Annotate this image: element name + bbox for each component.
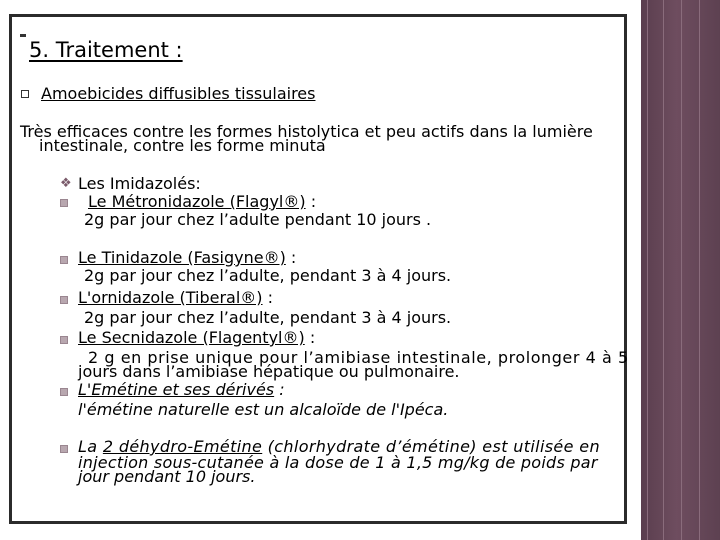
drug-dosage: injection sous-cutanée à la dose de 1 à 1,5 mg/kg de poids par [78, 453, 598, 472]
drug-item-metronidazole [88, 192, 316, 211]
drug-name: L'ornidazole (Tiberal®) [78, 288, 263, 307]
drug-name: 2 déhydro-Emétine [102, 437, 263, 456]
square-bullet-icon [60, 388, 68, 396]
drug-dosage-continued: jour pendant 10 jours. [78, 467, 256, 486]
drug-dosage: 2g par jour chez l’adulte pendant 10 jours . [84, 210, 432, 229]
intro-line-1: Très efficaces contre les formes histolytica et peu actifs dans la lumière [20, 122, 593, 141]
drug-item-ornidazole [78, 288, 273, 307]
title-dash [20, 34, 26, 37]
drug-suffix: : [262, 288, 274, 307]
square-bullet-icon [60, 256, 68, 264]
drug-suffix: : [305, 192, 317, 211]
section-subtitle: Amoebicides diffusibles tissulaires [41, 84, 316, 103]
drug-name: L'Emétine et ses dérivés [78, 380, 275, 399]
drug-item-secnidazole [78, 328, 315, 347]
imidazoles-heading: Les Imidazolés: [78, 174, 201, 193]
square-bullet-icon [60, 336, 68, 344]
drug-dosage: 2g par jour chez l’adulte, pendant 3 à 4 jours. [84, 266, 452, 285]
checkmark-bullet-icon: ❖ [60, 176, 72, 191]
drug-dosage-continued: jours dans l’amibiase hépatique ou pulmonaire. [78, 362, 460, 381]
drug-item-tinidazole [78, 248, 296, 267]
drug-item-emetine [78, 380, 285, 399]
drug-name: Le Secnidazole (Flagentyl®) [78, 328, 305, 347]
square-bullet-icon [60, 445, 68, 453]
drug-suffix: : [285, 248, 297, 267]
slide-title: 5. Traitement : [29, 38, 183, 62]
square-bullet-icon [60, 296, 68, 304]
drug-dosage: 2 g en prise unique pour l’amibiase intestinale, prolonger 4 à 5 [88, 348, 629, 367]
drug-description: l'émétine naturelle est un alcaloïde de l'Ipéca. [78, 400, 449, 419]
drug-suffix: (chlorhydrate d’émétine) est utilisée en [262, 437, 600, 456]
intro-line-2: intestinale, contre les forme minuta [39, 136, 326, 155]
drug-name: Le Métronidazole (Flagyl®) [88, 192, 306, 211]
checkbox-bullet-icon [21, 90, 29, 98]
square-bullet-icon [60, 199, 68, 207]
drug-prefix: La [78, 437, 103, 456]
drug-name: Le Tinidazole (Fasigyne®) [78, 248, 286, 267]
drug-suffix: : [304, 328, 316, 347]
decorative-side-band [641, 0, 720, 540]
drug-suffix: : [274, 380, 285, 399]
drug-dosage: 2g par jour chez l’adulte, pendant 3 à 4 jours. [84, 308, 452, 327]
